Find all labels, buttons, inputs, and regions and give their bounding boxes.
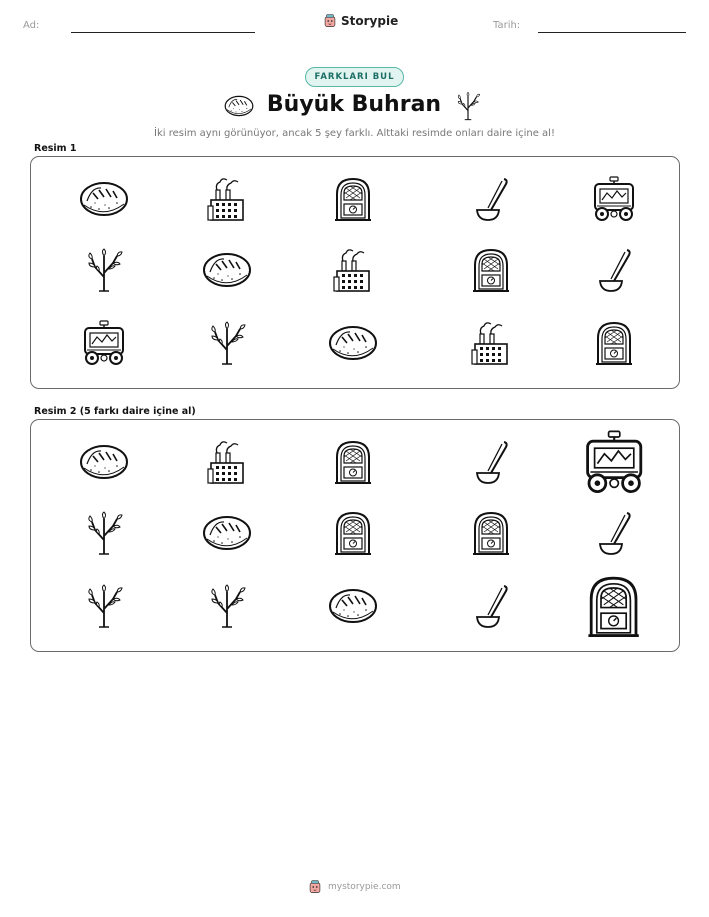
tree-icon [84, 247, 124, 293]
bread-icon [202, 250, 252, 290]
ladle-icon [594, 247, 634, 293]
factory-icon [207, 176, 247, 222]
factory-icon[interactable] [207, 439, 247, 485]
date-line[interactable] [538, 32, 686, 33]
instructions: İki resim aynı görünüyor, ancak 5 şey farklı. Alttaki resimde onları daire içine al! [154, 128, 555, 139]
cart-icon [81, 320, 127, 366]
ladle-icon [471, 176, 511, 222]
radio-icon [472, 247, 510, 293]
bread-icon[interactable] [328, 586, 378, 626]
cart-icon [591, 176, 637, 222]
ladle-icon[interactable] [471, 439, 511, 485]
storypie-logo-icon [308, 879, 322, 895]
footer-url: mystorypie.com [328, 882, 401, 892]
tree-icon[interactable] [84, 510, 124, 556]
storypie-logo-icon [323, 13, 337, 29]
radio-icon[interactable] [472, 510, 510, 556]
radio-icon[interactable] [334, 439, 372, 485]
name-label: Ad: [23, 20, 40, 31]
radio-icon[interactable] [334, 510, 372, 556]
radio-icon [334, 176, 372, 222]
picture-1-panel [30, 156, 680, 389]
ladle-icon[interactable] [471, 583, 511, 629]
footer [308, 879, 401, 895]
date-label: Tarih: [493, 20, 521, 31]
brand-logo [323, 13, 398, 29]
bread-icon[interactable] [79, 442, 129, 482]
bread-icon[interactable] [202, 513, 252, 553]
picture-2-label: Resim 2 (5 farkı daire içine al) [34, 406, 196, 417]
tree-icon [207, 320, 247, 366]
ladle-icon[interactable] [594, 510, 634, 556]
radio-icon[interactable] [587, 574, 640, 638]
name-line[interactable] [71, 32, 255, 33]
tree-icon[interactable] [84, 583, 124, 629]
picture-2-panel[interactable] [30, 419, 680, 652]
factory-icon [333, 247, 373, 293]
tree-icon[interactable] [207, 583, 247, 629]
page-title: Büyük Buhran [266, 92, 442, 117]
activity-badge: FARKLARI BUL [305, 67, 404, 87]
tree-icon [455, 91, 481, 121]
radio-icon [595, 320, 633, 366]
bread-icon [224, 94, 254, 118]
cart-icon[interactable] [582, 430, 646, 494]
bread-icon [328, 323, 378, 363]
picture-1-label: Resim 1 [34, 143, 77, 154]
bread-icon [79, 179, 129, 219]
brand-name: Storypie [341, 14, 399, 28]
factory-icon [471, 320, 511, 366]
